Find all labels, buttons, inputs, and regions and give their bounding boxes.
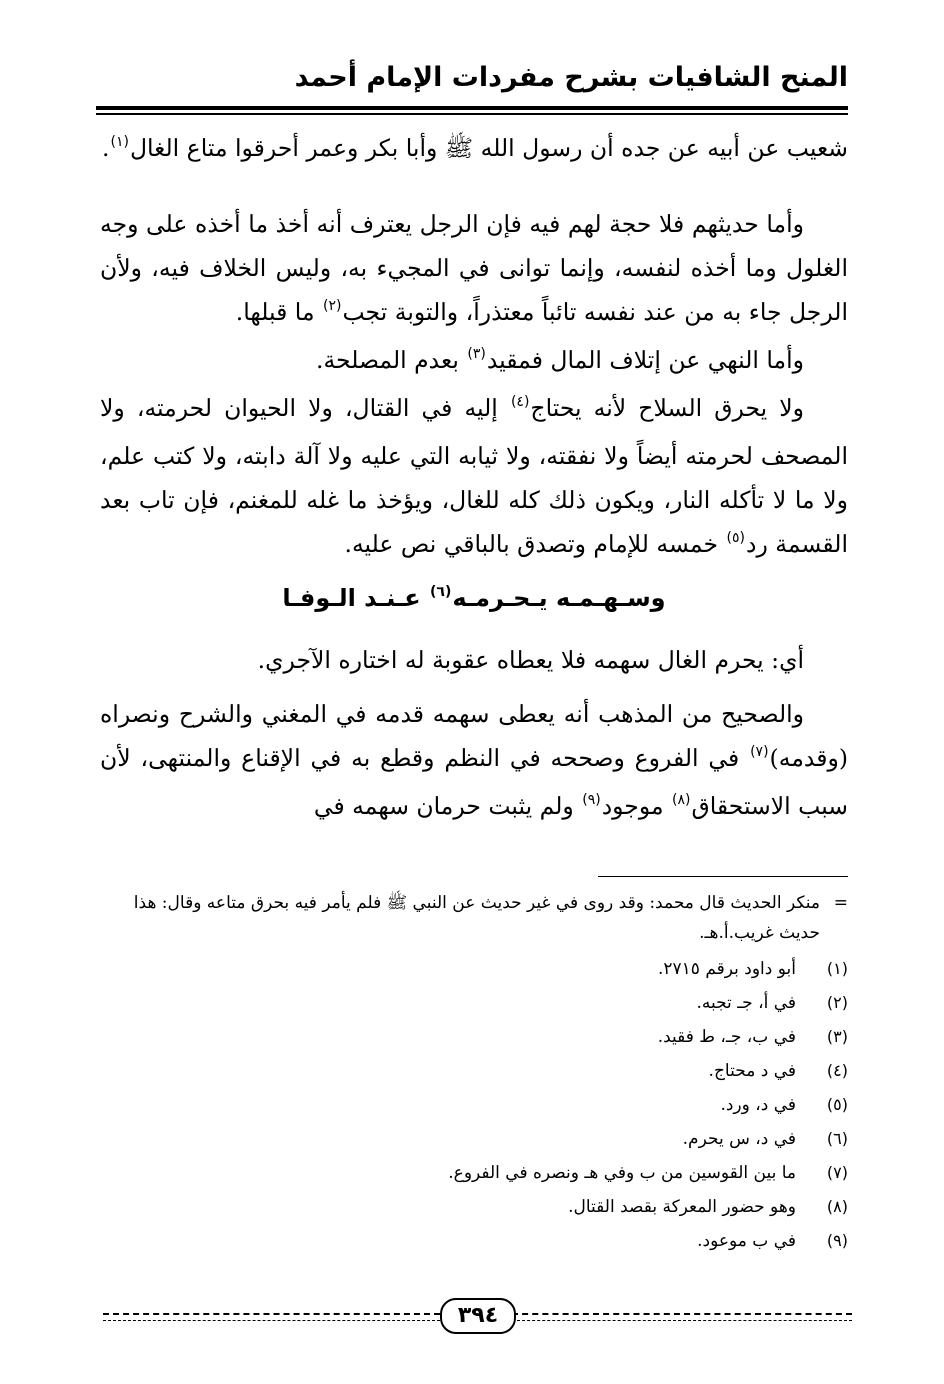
footer-rule-left-thin — [103, 1320, 440, 1321]
footnote-separator — [598, 876, 848, 877]
verse-text-b: عـنـد الـوفـا — [282, 584, 429, 612]
paragraph-5-text: أي: يحرم الغال سهمه فلا يعطاه عقوبة له اختاره الآجري. — [257, 646, 804, 674]
footnote-number: (٧) — [826, 1163, 848, 1182]
paragraph-3-text-b: بعدم المصلحة. — [315, 346, 467, 374]
footnote-number: (٨) — [826, 1197, 848, 1216]
footnote-number: (٢) — [826, 993, 848, 1012]
footer-rule-right-thin — [512, 1320, 852, 1321]
paragraph-1 — [100, 126, 848, 174]
footnote-text: في د، س يحرم. — [682, 1129, 796, 1149]
header-rule-thin — [96, 113, 848, 115]
paragraph-6 — [100, 692, 848, 832]
footnote-item — [100, 1190, 848, 1224]
paragraph-4-text-c: خمسه للإمام وتصدق بالباقي نص عليه. — [344, 530, 726, 558]
paragraph-2-text-b: ما قبلها. — [235, 298, 323, 326]
page-number: ٣٩٤ — [440, 1298, 516, 1334]
main-text — [100, 126, 848, 832]
footnote-text: في ب، جـ، ط فقيد. — [657, 1027, 796, 1047]
footnote-continuation — [100, 888, 848, 948]
footnote-item — [100, 1156, 848, 1190]
paragraph-5 — [100, 638, 848, 682]
footnote-ref-4: (٤) — [510, 394, 530, 410]
footnote-text: وهو حضور المعركة بقصد القتال. — [568, 1197, 796, 1217]
footnote-item — [100, 986, 848, 1020]
footnote-item — [100, 1054, 848, 1088]
footnote-item — [100, 1224, 848, 1258]
paragraph-1-text: شعيب عن أبيه عن جده أن رسول الله ﷺ وأبا بكر وعمر أحرقوا متاع الغال — [129, 134, 848, 162]
footnote-continuation-marker: = — [833, 893, 848, 913]
footnote-number: (٣) — [826, 1027, 848, 1046]
paragraph-2 — [100, 202, 848, 338]
footnote-ref-5: (٥) — [726, 530, 745, 546]
footnote-ref-9: (٩) — [582, 792, 601, 808]
paragraph-6-text-b: في الفروع وصححه في النظم وقطع به في الإقناع والمنتهى، لأن سبب الاستحقاق — [100, 744, 848, 820]
footer-rule-left — [103, 1313, 440, 1315]
footnote-text: في د محتاج. — [708, 1061, 796, 1081]
footnote-item — [100, 1020, 848, 1054]
footnote-ref-1: (١) — [110, 134, 129, 150]
footnote-text: في أ، جـ تجبه. — [696, 993, 796, 1013]
paragraph-6-text-d: ولم يثبت حرمان سهمه في — [313, 792, 582, 820]
footnote-text: أبو داود برقم ٢٧١٥. — [657, 959, 796, 979]
verse-text-a: وسـهـمـه يـحـرمـه — [452, 584, 666, 612]
footnote-number: (٥) — [826, 1095, 848, 1114]
footnote-ref-8: (٨) — [672, 792, 691, 808]
paragraph-3-text-a: وأما النهي عن إتلاف المال فمقيد — [486, 346, 804, 374]
footnote-number: (٤) — [826, 1061, 848, 1080]
footnote-number: (٦) — [826, 1129, 848, 1148]
footnote-number: (١) — [826, 959, 848, 978]
footnote-ref-7: (٧) — [750, 744, 769, 760]
footer-rule-right — [512, 1313, 852, 1315]
footnote-continuation-text: منكر الحديث قال محمد: وقد روى في غير حديث عن النبي ﷺ فلم يأمر فيه بحرق متاعه وقال: هذا حديث غريب.أ.هـ. — [133, 893, 820, 943]
footnotes — [100, 888, 848, 1258]
footnote-item — [100, 1122, 848, 1156]
footnote-text: ما بين القوسين من ب وفي هـ ونصره في الفروع. — [448, 1163, 796, 1183]
paragraph-4 — [100, 386, 848, 570]
paragraph-3 — [100, 338, 848, 386]
paragraph-2-text-a: وأما حديثهم فلا حجة لهم فيه فإن الرجل يعترف أنه أخذ ما أخذه على وجه الغلول وما أخذه لنفسه، وإنما توانى في المجيء به، وليس الخلاف فيه، ولأن الرجل جاء به من عند نفسه تائباً معتذراً، والتوبة تجب — [100, 210, 848, 326]
header-rule-thick — [96, 106, 848, 110]
paragraph-1-tail: . — [101, 134, 110, 162]
footnote-item — [100, 1088, 848, 1122]
footnote-ref-2: (٢) — [323, 298, 342, 314]
running-header: المنح الشافيات بشرح مفردات الإمام أحمد — [294, 62, 848, 93]
footnote-text: في ب موعود. — [697, 1231, 796, 1251]
paragraph-6-text-c: موجود — [601, 792, 672, 820]
footnote-number: (٩) — [826, 1231, 848, 1250]
footnote-ref-3: (٣) — [467, 346, 486, 362]
footnote-item — [100, 952, 848, 986]
footnote-ref-6: (٦) — [430, 584, 452, 600]
paragraph-4-text-a: ولا يحرق السلاح لأنه يحتاج — [530, 394, 805, 422]
footnote-text: في د، ورد. — [720, 1095, 796, 1115]
paragraph-4-text-b: إليه في القتال، ولا الحيوان لحرمته، ولا المصحف لحرمته أيضاً ولا نفقته، ولا ثيابه التي عليه ولا آلة دابته، ولا كتب علم، ولا ما لا تأكله النار، ويكون ذلك كله للغال، ويؤخذ ما غله للمغنم، فإن تاب بعد القسمة رد — [100, 394, 848, 558]
verse-line — [100, 578, 848, 622]
paragraph-6-text-a: والصحيح من المذهب أنه يعطى سهمه قدمه في المغني والشرح ونصراه (وقدمه) — [100, 700, 848, 772]
